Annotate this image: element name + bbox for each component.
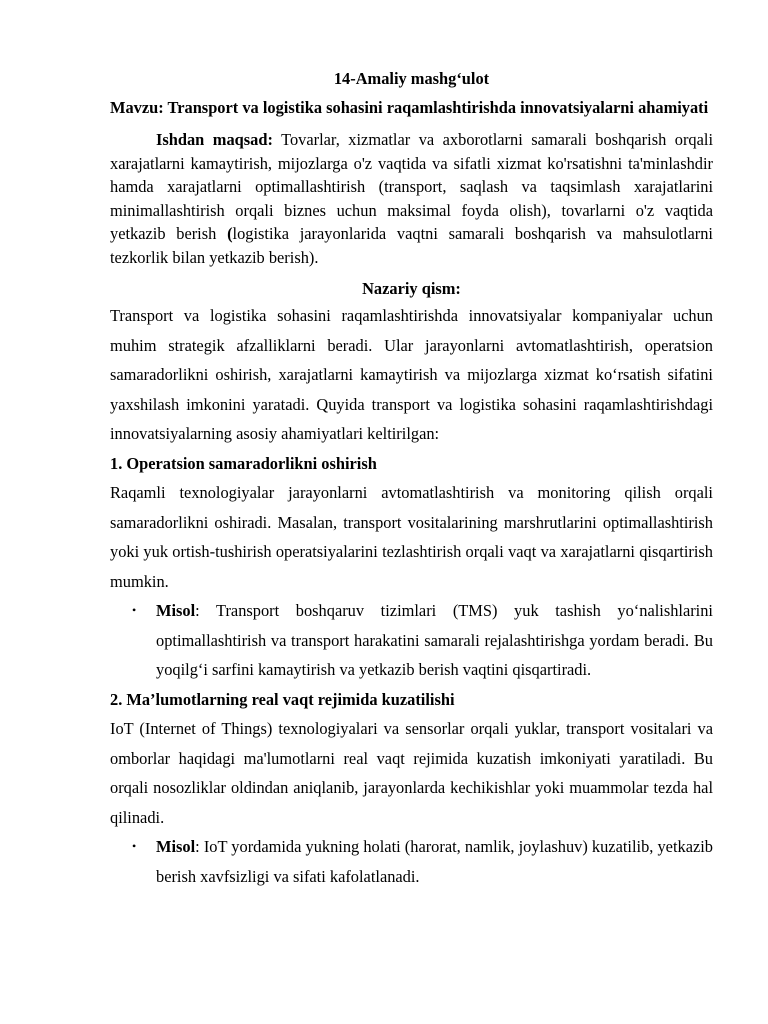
bullet-dot: •	[132, 839, 137, 853]
theory-intro: Transport va logistika sohasini raqamlashtirishda innovatsiyalar kompaniyalar uchun muhim strategik afzalliklarni beradi. Ular jarayonlarni avtomatlashtirish, operatsion samaradorlikni oshirish, xarajatlarni kamaytirish va mijozlarga xizmat ko‘rsatish sifatini yaxshilash imkonini yaratadi. Quyida transport va logistika sohasini raqamlashtirishdagi innovatsiyalarning asosiy ahamiyatlari keltirilgan:	[110, 306, 713, 443]
goal-label: Ishdan maqsad:	[156, 130, 273, 149]
goal-text-2: logistika jarayonlarida vaqtni samarali boshqarish va mahsulotlarni tezkorlik bilan yetkazib berish).	[110, 224, 713, 267]
section-1-heading: 1. Operatsion samaradorlikni oshirish	[110, 453, 377, 473]
goal-paren: (	[227, 224, 233, 243]
document-page	[110, 67, 713, 891]
document-title: 14-Amaliy mashg‘ulot	[333, 69, 490, 88]
theory-title: Nazariy qism:	[362, 279, 461, 298]
example-label: Misol	[156, 601, 196, 620]
section-2-body: IoT (Internet of Things) texnologiyalari va sensorlar orqali yuklar, transport vositalari va omborlar haqidagi ma'lumotlarni real vaqt rejimida kuzatish imkoniyati yaratiladi. Bu orqali nosozliklar oldindan aniqlanib, jarayonlarda kechikishlar yoki muammolar tezda hal qilinadi.	[110, 719, 713, 827]
section-2-example	[110, 832, 713, 891]
goal-paragraph	[110, 128, 713, 269]
section-1-body: Raqamli texnologiyalar jarayonlarni avtomatlashtirish va monitoring qilish orqali samaradorlikni oshiradi. Masalan, transport vositalarining marshrutlarini optimallashtirish yoki yuk ortish-tushirish operatsiyalarini tezlashtirish orqali vaqt va xarajatlarni qisqartirish mumkin.	[110, 483, 713, 591]
example-text: : Transport boshqaruv tizimlari (TMS) yuk tashish yo‘nalishlarini optimallashtirish va transport harakatini samarali rejalashtirishga yordam beradi. Bu yoqilg‘i sarfini kamaytirish va yetkazib berish vaqtini qisqartiradi.	[156, 601, 713, 679]
bullet-dot: •	[132, 603, 137, 617]
example-label: Misol	[156, 837, 196, 856]
example-text: : IoT yordamida yukning holati (harorat, namlik, joylashuv) kuzatilib, yetkazib berish xavfsizligi va sifati kafolatlanadi.	[156, 837, 713, 886]
section-1-example	[110, 596, 713, 685]
section-2-heading: 2. Ma’lumotlarning real vaqt rejimida kuzatilishi	[110, 689, 455, 709]
topic-heading: Mavzu: Transport va logistika sohasini raqamlashtirishda innovatsiyalarni ahamiyati	[110, 98, 709, 117]
goal-text-1: Tovarlar, xizmatlar va axborotlarni samarali boshqarish orqali xarajatlarni kamaytirish, mijozlarga o'z vaqtida va sifatli xizmat ko'rsatishni ta'minlashdir hamda xarajatlarni optimallashtirish (transport, saqlash va taqsimlash xarajatlarini minimallashtirish orqali biznes uchun maksimal foyda olish), tovarlarni o'z vaqtida yetkazib berish	[110, 130, 713, 243]
